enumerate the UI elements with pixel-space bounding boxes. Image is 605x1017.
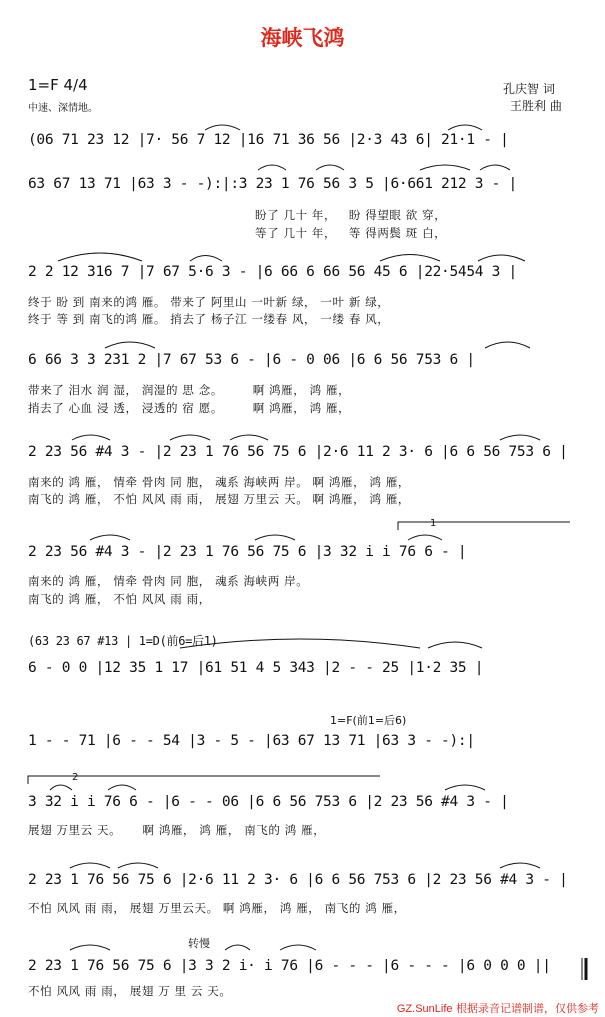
key-signature: 1=F 4/4: [28, 76, 88, 94]
notation-line-2: 63 67 13 71 |63 3 - -):|:3 23 1 76 56 3 5 |6·661 212 3 - |: [28, 176, 517, 192]
lyric-line-5-verse-2: 南飞的 鸿 雁， 不怕 风风 雨 雨， 展翅 万里云 天。 啊 鸿雁， 鸿 雁，: [28, 492, 411, 506]
notation-line-5: 2 23 56 #4 3 - |2 23 1 76 56 75 6 |2·6 11 2 3· 6 |6 6 56 753 6 |: [28, 444, 568, 460]
notation-line-7: 6 - 0 0 |12 35 1 17 |61 51 4 5 343 |2 - - 25 |1·2 35 |: [28, 660, 484, 676]
bridge-modulation-note: (63 23 67 #13 | 1=D(前6=后1): [28, 634, 218, 648]
score-title: 海峡飞鸿: [260, 26, 345, 50]
notation-line-8: 1 - - 71 |6 - - 54 |3 - 5 - |63 67 13 71 |63 3 - -):|: [28, 733, 475, 749]
lyric-line-6-verse-1: 南来的 鸿 雁， 情牵 骨肉 同 胞， 魂系 海峡两 岸。: [28, 574, 309, 588]
lyric-line-2-verse-2: 等了 几十 年， 等 得两鬓 斑 白，: [255, 226, 447, 240]
volta-1-label: 1: [430, 518, 437, 529]
footer-credit: [397, 1000, 599, 1016]
notation-line-11: 2 23 1 76 56 75 6 |3 3 2 i· i 76 |6 - - - |6 - - - |6 0 0 0 ||: [28, 958, 551, 974]
lyric-line-11: 不怕 风风 雨 雨， 展翅 万 里 云 天。: [28, 984, 232, 998]
notation-line-6: 2 23 56 #4 3 - |2 23 1 76 56 75 6 |3 32 i i 76 6 - |: [28, 544, 467, 560]
lyric-line-4-verse-1: 带来了 泪水 润 湿， 润湿的 思 念。 啊 鸿雁， 鸿 雁，: [28, 383, 351, 397]
tempo-marking: 中速、深情地。: [28, 103, 98, 114]
volta-2-label: 2: [72, 772, 79, 783]
notation-line-4: 6 66 3 3 231 2 |7 67 53 6 - |6 - 0 06 |6 6 56 753 6 |: [28, 352, 475, 368]
notation-line-9: 3 32 i i 76 6 - |6 - - 06 |6 6 56 753 6 |2 23 56 #4 3 - |: [28, 794, 509, 810]
return-modulation-note: 1=F(前1=后6): [330, 714, 407, 727]
lyric-line-2-verse-1: 盼了 几十 年， 盼 得望眼 欲 穿，: [255, 208, 447, 222]
notation-line-10: 2 23 1 76 56 75 6 |2·6 11 2 3· 6 |6 6 56 753 6 |2 23 56 #4 3 - |: [28, 872, 568, 888]
lyric-line-3-verse-2: 终于 等 到 南飞的鸿 雁。 捎去了 杨子江 一缕春 风， 一缕 春 风，: [28, 312, 390, 326]
lyric-line-4-verse-2: 捎去了 心血 浸 透， 浸透的 宿 愿。 啊 鸿雁， 鸿 雁，: [28, 401, 351, 415]
lyric-line-5-verse-1: 南来的 鸿 雁， 情牵 骨肉 同 胞， 魂系 海峡两 岸。 啊 鸿雁， 鸿 雁，: [28, 475, 411, 489]
notation-line-3: 2 2 12 316 7 |7 67 5·6 3 - |6 66 6 66 56 45 6 |22·5454 3 |: [28, 264, 517, 280]
lyric-line-9: 展翅 万里云 天。 啊 鸿雁， 鸿 雁， 南飞的 鸿 雁，: [28, 823, 326, 837]
slowing-marking: 转慢: [188, 937, 210, 950]
lyricist-credit: 孔庆智 词: [503, 82, 555, 96]
footer-note: 根据录音记谱制谱，仅供参考: [456, 1002, 599, 1015]
lyric-line-3-verse-1: 终于 盼 到 南来的鸿 雁。 带来了 阿里山 一叶新 绿， 一叶 新 绿，: [28, 295, 390, 309]
footer-site: GZ.SunLife: [396, 1003, 453, 1015]
lyric-line-10: 不怕 风风 雨 雨， 展翅 万里云天。 啊 鸿雁， 鸿 雁， 南飞的 鸿 雁，: [28, 901, 406, 915]
notation-line-1: (06 71 23 12 |7· 56 7 12 |16 71 36 56 |2·3 43 6| 21·1 - |: [28, 132, 509, 148]
composer-credit: 王胜利 曲: [510, 99, 562, 113]
lyric-line-6-verse-2: 南飞的 鸿 雁， 不怕 风风 雨 雨，: [28, 592, 211, 606]
